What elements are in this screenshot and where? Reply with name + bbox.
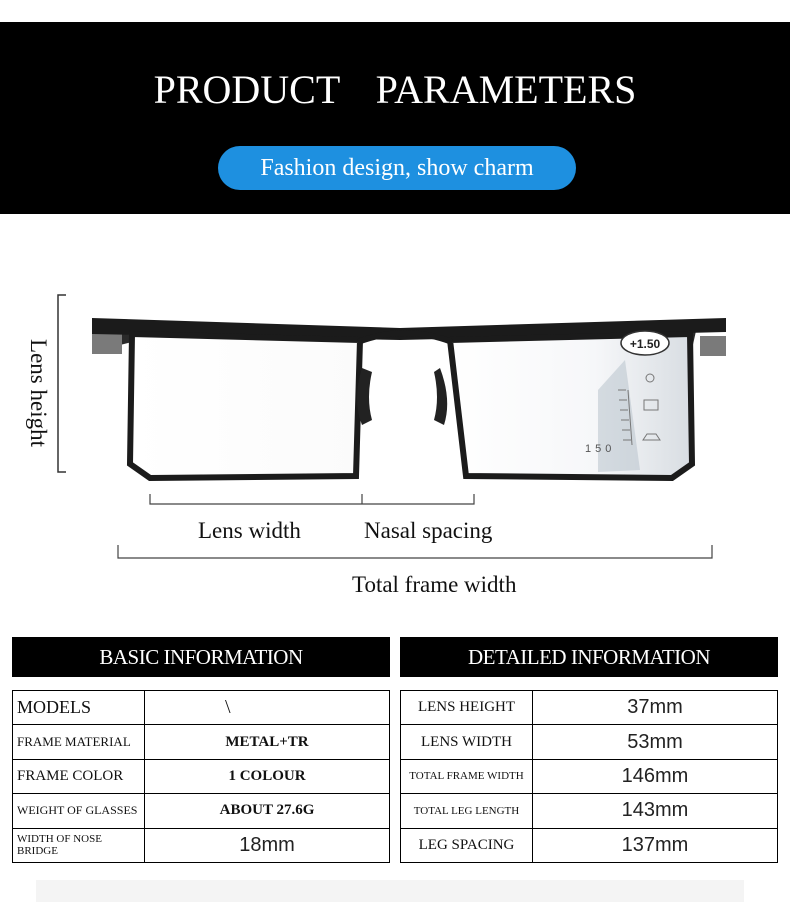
- basic-info-heading: BASIC INFORMATION: [12, 637, 390, 677]
- table-row: [401, 759, 778, 793]
- glasses-illustration: [0, 240, 790, 600]
- detailed-info-heading: DETAILED INFORMATION: [400, 637, 778, 677]
- left-lens: [130, 334, 360, 478]
- right-nose-pad: [434, 368, 447, 425]
- spec-value: 53mm: [533, 725, 778, 759]
- spec-value: METAL+TR: [145, 725, 390, 759]
- page-title: PRODUCT PARAMETERS: [153, 67, 637, 112]
- spec-key: LENS HEIGHT: [401, 691, 533, 725]
- nasal-spacing-label: Nasal spacing: [364, 518, 493, 543]
- spec-key: TOTAL FRAME WIDTH: [401, 759, 533, 793]
- table-row: [13, 828, 390, 862]
- detailed-info-table: [400, 690, 778, 863]
- table-row: [13, 725, 390, 759]
- table-row: [13, 759, 390, 793]
- diopter-badge: +1.50: [629, 337, 661, 351]
- table-row: [401, 725, 778, 759]
- table-row: [401, 828, 778, 862]
- subtitle-pill: Fashion design, show charm: [218, 146, 576, 190]
- lens-width-bracket: [150, 494, 474, 504]
- right-hinge: [700, 336, 726, 356]
- spec-key: FRAME COLOR: [13, 759, 145, 793]
- right-lens: [450, 334, 692, 478]
- table-row: [13, 794, 390, 828]
- total-width-label: Total frame width: [352, 572, 517, 597]
- spec-key: MODELS: [13, 691, 145, 725]
- spec-key: WIDTH OF NOSE BRIDGE: [13, 828, 145, 862]
- spec-key: FRAME MATERIAL: [13, 725, 145, 759]
- left-hinge: [92, 332, 122, 354]
- spec-key: WEIGHT OF GLASSES: [13, 794, 145, 828]
- footer-strip: [36, 880, 744, 902]
- spec-value: \: [145, 691, 390, 725]
- total-width-bracket: [118, 545, 712, 558]
- spec-value: 18mm: [145, 828, 390, 862]
- lens-width-label: Lens width: [198, 518, 301, 543]
- spec-key: LENS WIDTH: [401, 725, 533, 759]
- table-row: [13, 691, 390, 725]
- table-row: [401, 691, 778, 725]
- spec-value: 137mm: [533, 828, 778, 862]
- spec-value: ABOUT 27.6G: [145, 794, 390, 828]
- spec-value: 37mm: [533, 691, 778, 725]
- lens-height-text: Lens height: [26, 339, 51, 447]
- spec-key: LEG SPACING: [401, 828, 533, 862]
- spec-value: 143mm: [533, 794, 778, 828]
- lens-height-label: [18, 318, 58, 468]
- lens-height-bracket: [58, 295, 66, 472]
- lens-scale-text: 150: [585, 443, 616, 455]
- table-row: [401, 794, 778, 828]
- spec-value: 146mm: [533, 759, 778, 793]
- basic-info-table: [12, 690, 390, 863]
- spec-value: 1 COLOUR: [145, 759, 390, 793]
- spec-key: TOTAL LEG LENGTH: [401, 794, 533, 828]
